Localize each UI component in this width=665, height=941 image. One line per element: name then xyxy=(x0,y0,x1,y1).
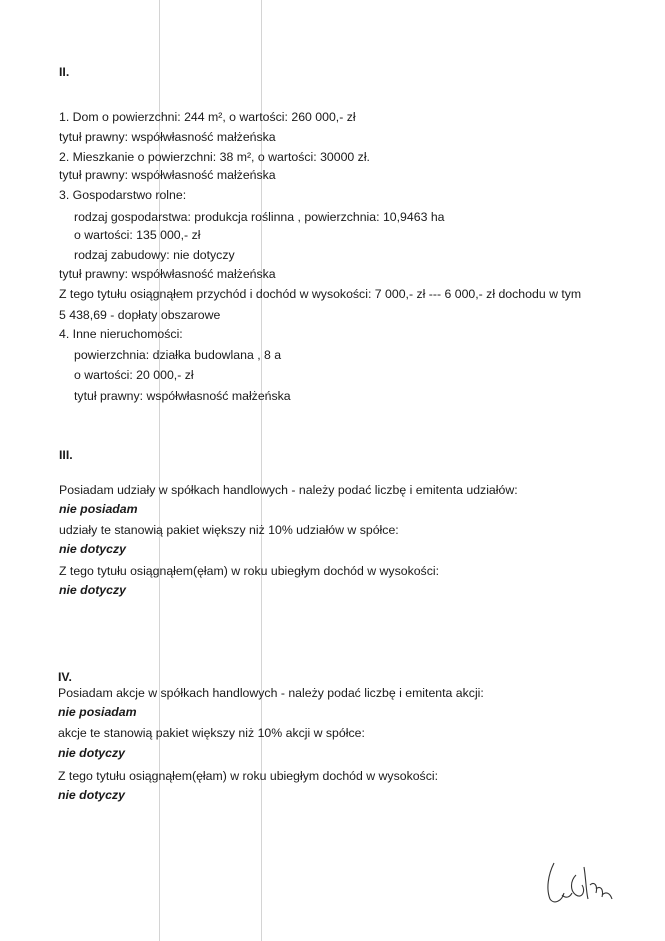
question-text: udziały te stanowią pakiet większy niż 10% udziałów w spółce: xyxy=(59,523,399,537)
handwritten-signature xyxy=(540,855,620,910)
doc-line: 3. Gospodarstwo rolne: xyxy=(59,188,187,202)
question-text: Posiadam udziały w spółkach handlowych - należy podać liczbę i emitenta udziałów: xyxy=(59,483,518,497)
answer-text: nie dotyczy xyxy=(59,542,126,556)
question-text: Posiadam akcje w spółkach handlowych - należy podać liczbę i emitenta akcji: xyxy=(58,686,484,700)
doc-line: rodzaj gospodarstwa: produkcja roślinna , powierzchnia: 10,9463 ha xyxy=(74,210,445,224)
question-text: Z tego tytułu osiągnąłem(ęłam) w roku ubiegłym dochód w wysokości: xyxy=(58,769,439,783)
question-text: Z tego tytułu osiągnąłem(ęłam) w roku ubiegłym dochód w wysokości: xyxy=(59,564,440,578)
doc-line: rodzaj zabudowy: nie dotyczy xyxy=(74,248,235,262)
answer-text: nie dotyczy xyxy=(58,788,125,802)
doc-line: powierzchnia: działka budowlana , 8 a xyxy=(74,348,282,362)
answer-text: nie posiadam xyxy=(59,502,138,516)
doc-line: tytuł prawny: współwłasność małżeńska xyxy=(59,267,276,281)
doc-line: Z tego tytułu osiągnąłem przychód i dochód w wysokości: 7 000,- zł --- 6 000,- zł dochodu w tym xyxy=(59,287,582,301)
doc-line: o wartości: 135 000,- zł xyxy=(74,228,201,242)
question-text: akcje te stanowią pakiet większy niż 10% akcji w spółce: xyxy=(58,726,365,740)
doc-line: tytuł prawny: współwłasność małżeńska xyxy=(59,168,276,182)
answer-text: nie dotyczy xyxy=(58,746,125,760)
doc-line: 2. Mieszkanie o powierzchni: 38 m², o wartości: 30000 zł. xyxy=(59,150,370,164)
section-3-heading: III. xyxy=(59,448,73,462)
answer-text: nie posiadam xyxy=(58,705,137,719)
doc-line: tytuł prawny: współwłasność małżeńska xyxy=(59,130,276,144)
section-4-heading: IV. xyxy=(58,670,72,684)
doc-line: 4. Inne nieruchomości: xyxy=(59,327,183,341)
doc-line: 1. Dom o powierzchni: 244 m², o wartości: 260 000,- zł xyxy=(59,110,356,124)
doc-line: tytuł prawny: współwłasność małżeńska xyxy=(74,389,291,403)
answer-text: nie dotyczy xyxy=(59,583,126,597)
doc-line: 5 438,69 - dopłaty obszarowe xyxy=(59,308,221,322)
doc-line: o wartości: 20 000,- zł xyxy=(74,368,194,382)
section-2-heading: II. xyxy=(59,65,70,79)
